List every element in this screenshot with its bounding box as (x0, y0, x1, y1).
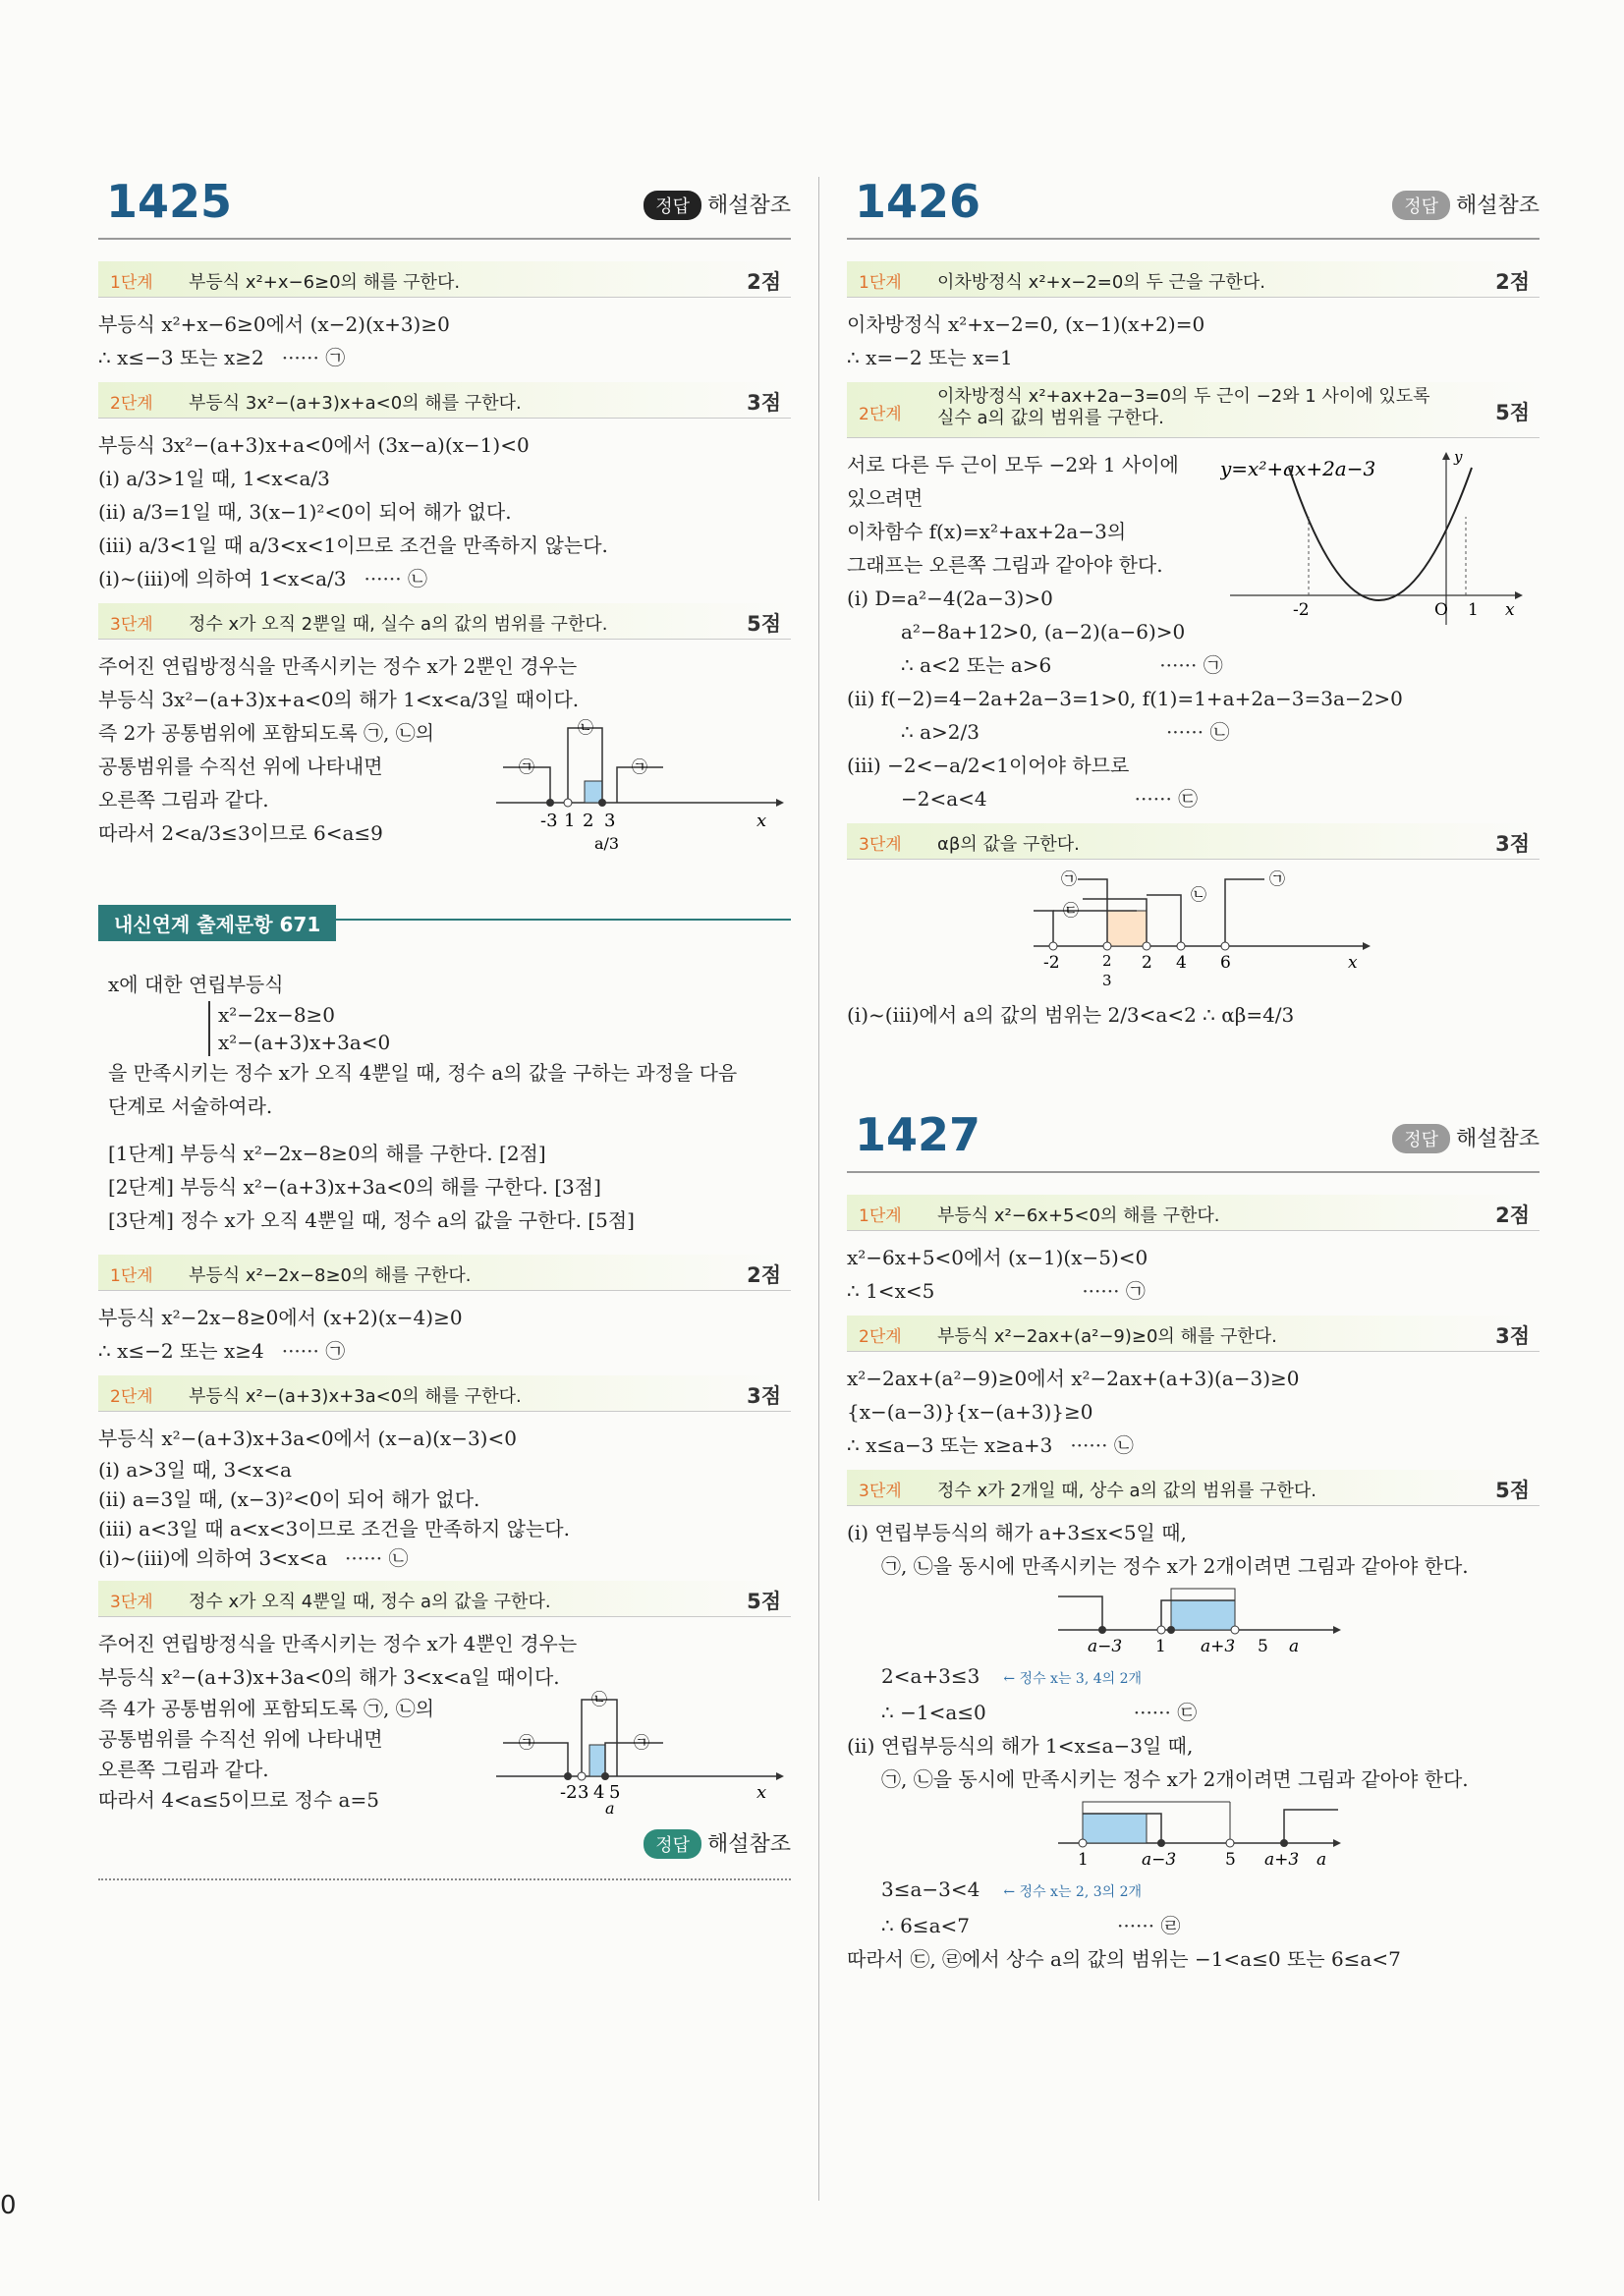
problem-header-1425 (98, 167, 791, 240)
circled-mark: ······ ㉢ (1133, 1701, 1198, 1724)
svg-text:㉠: ㉠ (634, 1733, 650, 1752)
step-header (98, 1375, 791, 1412)
note-arrow: ← 정수 x는 2, 3의 2개 (1003, 1884, 1143, 1900)
step-header (847, 382, 1540, 438)
svg-text:-2: -2 (1293, 600, 1310, 620)
solution-line: ∴ a>2/3 ······ ㉡ (901, 720, 1230, 744)
step-tag: 2단계 (110, 394, 153, 414)
svg-text:a−3: a−3 (1088, 1637, 1123, 1656)
final-answer-line: 따라서 ㉢, ㉣에서 상수 a의 값의 범위는 −1<a≤0 또는 6≤a<7 (847, 1947, 1401, 1971)
solution-line: 공통범위를 수직선 위에 나타내면 (98, 1727, 383, 1751)
step-title: 부등식 x²−(a+3)x+3a<0의 해를 구한다. (189, 1386, 522, 1407)
solution-line: (ⅲ) −2<−a/2<1이어야 하므로 (847, 754, 1130, 777)
solution-line: (ⅱ) a=3일 때, (x−3)²<0이 되어 해가 없다. (98, 1487, 480, 1511)
svg-text:2: 2 (1102, 952, 1112, 970)
problem-text: x에 대한 연립부등식 (108, 973, 284, 996)
number-line-figure (98, 716, 791, 864)
svg-text:㉡: ㉡ (1191, 885, 1207, 904)
svg-text:a: a (1316, 1850, 1327, 1870)
answer-text: 해설참조 (706, 1832, 791, 1857)
svg-text:1: 1 (1468, 600, 1479, 620)
inequality: x²−2x−8≥0 (218, 1003, 336, 1027)
step-points: 5점 (747, 1590, 781, 1613)
solution-line: 즉 4가 공통범위에 포함되도록 ㉠, ㉡의 (98, 1697, 435, 1720)
step-points: 2점 (1495, 1204, 1530, 1227)
svg-text:1: 1 (1155, 1637, 1166, 1656)
linked-body (98, 921, 791, 1237)
svg-text:1: 1 (1078, 1850, 1089, 1870)
step-header (847, 1316, 1540, 1352)
svg-text:3: 3 (1102, 972, 1112, 989)
step-tag: 3단계 (859, 835, 902, 855)
solution-line: 부등식 3x²−(a+3)x+a<0의 해가 1<x<a/3일 때이다. (98, 688, 580, 711)
step-tag: 3단계 (859, 1482, 902, 1501)
linked-tab: 내신연계 출제문항 671 (98, 905, 336, 941)
solution-line: ㉠, ㉡을 동시에 만족시키는 정수 x가 2개이려면 그림과 같아야 한다. (881, 1554, 1469, 1578)
step-title: 정수 x가 2개일 때, 상수 a의 값의 범위를 구한다. (937, 1481, 1316, 1501)
tick-label: a/3 (594, 834, 620, 853)
number-line-svg (1053, 1583, 1348, 1659)
parabola-figure (847, 448, 1540, 620)
solution-line: {x−(a−3)}{x−(a+3)}≥0 (847, 1400, 1093, 1424)
solution-line: (ⅱ) f(−2)=4−2a+2a−3=1>0, f(1)=1+a+2a−3=3a−2>0 (847, 687, 1403, 710)
step-title: 이차방정식 x²+ax+2a−3=0의 두 근이 −2와 1 사이에 있도록 실수 a의 값의 범위를 구한다. (937, 386, 1430, 428)
problem-number: 1426 (855, 175, 981, 228)
solution-line: 부등식 x²−(a+3)x+3a<0에서 (x−a)(x−3)<0 (98, 1427, 517, 1450)
solution-line: 따라서 4<a≤5이므로 정수 a=5 (98, 1788, 379, 1812)
step-points: 3점 (747, 391, 781, 415)
answer-ref (1392, 1122, 1540, 1153)
svg-text:x: x (1348, 953, 1358, 973)
linked-problem (98, 913, 791, 1237)
svg-text:O: O (1434, 600, 1448, 620)
step-tag: 3단계 (110, 615, 153, 635)
svg-text:㉡: ㉡ (591, 1690, 608, 1708)
problem-number: 1427 (855, 1108, 981, 1161)
tick-label: 2 (583, 811, 594, 831)
solution-line: (ⅰ)~(ⅲ)에 의하여 1<x<a/3 ······ ㉡ (98, 567, 427, 590)
circled-mark: ······ ㉣ (1116, 1914, 1181, 1937)
step-tag: 1단계 (859, 273, 902, 293)
answer-badge: 정답 (644, 1829, 701, 1859)
right-column (847, 167, 1540, 1976)
step-points: 3점 (747, 1384, 781, 1408)
svg-text:x: x (756, 1782, 767, 1803)
solution-line: 따라서 2<a/3≤3이므로 6<a≤9 (98, 821, 383, 845)
solution-line: ∴ 6≤a<7 ······ ㉣ (881, 1914, 1181, 1937)
solution-line: (ⅱ) a/3=1일 때, 3(x−1)²<0이 되어 해가 없다. (98, 500, 512, 524)
tick-label: -3 (540, 811, 558, 831)
solution-line: ∴ x=−2 또는 x=1 (847, 346, 1013, 369)
inequality: x²−(a+3)x+3a<0 (218, 1031, 391, 1054)
solution-line: (ⅲ) a<3일 때 a<x<3이므로 조건을 만족하지 않는다. (98, 1517, 570, 1540)
problem-text: 을 만족시키는 정수 x가 오직 4뿐일 때, 정수 a의 값을 구하는 과정을 다음 (108, 1061, 738, 1085)
svg-text:6: 6 (1220, 953, 1231, 973)
step-title: 부등식 x²−2x−8≥0의 해를 구한다. (189, 1265, 472, 1286)
step-title: 부등식 x²−2ax+(a²−9)≥0의 해를 구한다. (937, 1326, 1277, 1347)
step-points: 3점 (1495, 1324, 1530, 1348)
answer-badge: 정답 (1392, 191, 1450, 220)
region-label: ㉠ (632, 757, 648, 776)
svg-text:5: 5 (1258, 1637, 1268, 1656)
graph-label: y=x²+ax+2a−3 (1220, 457, 1376, 480)
svg-text:a: a (1289, 1637, 1300, 1656)
tick-label: 3 (604, 811, 616, 831)
column-divider (818, 177, 819, 2201)
svg-text:㉢: ㉢ (1063, 901, 1080, 920)
solution-line: (ⅰ) a>3일 때, 3<x<a (98, 1458, 292, 1482)
circled-mark: ······ ㉡ (345, 1546, 409, 1570)
region-label: ㉠ (519, 757, 535, 776)
step-header (847, 1470, 1540, 1506)
problem-step: [3단계] 정수 x가 오직 4뿐일 때, 정수 a의 값을 구한다. [5점] (108, 1208, 635, 1232)
solution-line: (ⅰ)~(ⅲ)에 의하여 3<x<a ······ ㉡ (98, 1546, 409, 1570)
circled-mark: ······ ㉢ (1134, 787, 1199, 811)
solution-line: ∴ x≤−2 또는 x≥4 ······ ㉠ (98, 1339, 346, 1363)
solution-line: 부등식 x²+x−6≥0에서 (x−2)(x+3)≥0 (98, 312, 450, 336)
solution-line: ∴ 1<x<5 ······ ㉠ (847, 1279, 1146, 1303)
solution-line: ∴ x≤a−3 또는 x≥a+3 ······ ㉡ (847, 1433, 1134, 1457)
step-header (847, 1195, 1540, 1231)
step-title: 이차방정식 x²+x−2=0의 두 근을 구한다. (937, 272, 1265, 293)
step-points: 5점 (1495, 401, 1530, 424)
number-line-svg (1053, 1796, 1348, 1873)
solution-line: a²−8a+12>0, (a−2)(a−6)>0 (901, 620, 1186, 644)
solution-line: −2<a<4 ······ ㉢ (901, 787, 1199, 811)
circled-mark: ······ ㉠ (1082, 1279, 1146, 1303)
solution-line: (ⅰ) a/3>1일 때, 1<x<a/3 (98, 467, 330, 490)
step-tag: 2단계 (859, 1327, 902, 1347)
solution-line: 오른쪽 그림과 같다. (98, 1758, 269, 1781)
solution-line: 부등식 x²−(a+3)x+3a<0의 해가 3<x<a일 때이다. (98, 1665, 560, 1689)
svg-text:-2: -2 (560, 1782, 578, 1803)
tick-label: 1 (564, 811, 576, 831)
svg-text:㉠: ㉠ (1269, 869, 1286, 888)
solution-line: (ⅰ) D=a²−4(2a−3)>0 (847, 587, 1053, 610)
circled-mark: ······ ㉡ (364, 567, 427, 590)
problem-header-1427 (847, 1100, 1540, 1173)
step-points: 5점 (1495, 1479, 1530, 1502)
svg-text:a+3: a+3 (1201, 1637, 1236, 1656)
dotted-divider (98, 1878, 791, 1880)
solution-line: ∴ −1<a≤0 ······ ㉢ (881, 1701, 1198, 1724)
solution-line: 그래프는 오른쪽 그림과 같아야 한다. (847, 553, 1163, 577)
solution-line: 있으려면 (847, 486, 924, 510)
problem-step: [1단계] 부등식 x²−2x−8≥0의 해를 구한다. [2점] (108, 1142, 546, 1165)
step-header (98, 603, 791, 640)
svg-text:a: a (605, 1799, 615, 1816)
svg-text:a+3: a+3 (1264, 1850, 1300, 1870)
solution-line: 부등식 x²−2x−8≥0에서 (x+2)(x−4)≥0 (98, 1306, 463, 1329)
solution-line: 공통범위를 수직선 위에 나타내면 (98, 755, 383, 778)
solution-line: (ⅱ) 연립부등식의 해가 1<x≤a−3일 때, (847, 1734, 1194, 1758)
step-header (847, 823, 1540, 860)
circled-mark: ······ ㉠ (1159, 653, 1223, 677)
solution-line: ㉠, ㉡을 동시에 만족시키는 정수 x가 2개이려면 그림과 같아야 한다. (881, 1767, 1469, 1791)
step-title: 부등식 3x²−(a+3)x+a<0의 해를 구한다. (189, 393, 522, 414)
svg-text:㉠: ㉠ (1061, 869, 1078, 888)
step-tag: 1단계 (110, 273, 153, 293)
step-title: αβ의 값을 구한다. (937, 834, 1080, 855)
svg-text:a−3: a−3 (1142, 1850, 1177, 1870)
svg-text:5: 5 (1225, 1850, 1236, 1870)
number-line-svg (1024, 869, 1377, 992)
step-points: 2점 (747, 270, 781, 294)
solution-line: 주어진 연립방정식을 만족시키는 정수 x가 4뿐인 경우는 (98, 1632, 578, 1655)
problem-number: 1425 (106, 175, 233, 228)
answer-text: 해설참조 (706, 194, 791, 218)
step-points: 5점 (747, 612, 781, 636)
svg-text:4: 4 (593, 1782, 605, 1803)
answer-badge: 정답 (1392, 1124, 1450, 1153)
svg-text:-2: -2 (1043, 953, 1060, 973)
solution-line: 서로 다른 두 근이 모두 −2와 1 사이에 (847, 453, 1179, 476)
step-title: 정수 x가 오직 4뿐일 때, 정수 a의 값을 구한다. (189, 1592, 551, 1612)
solution-line: 즉 2가 공통범위에 포함되도록 ㉠, ㉡의 (98, 721, 435, 745)
solution-line: 3≤a−3<4 ← 정수 x는 2, 3의 2개 (881, 1877, 1143, 1901)
problem-header-1426 (847, 167, 1540, 240)
number-line-svg (491, 716, 786, 859)
axis-label: x (756, 811, 767, 831)
number-line-figure (98, 1690, 791, 1821)
solution-line: 2<a+3≤3 ← 정수 x는 3, 4의 2개 (881, 1664, 1143, 1688)
solution-line: (ⅰ) 연립부등식의 해가 a+3≤x<5일 때, (847, 1521, 1187, 1544)
answer-ref-bottom (98, 1827, 791, 1859)
solution-line: ∴ x≤−3 또는 x≥2 ······ ㉠ (98, 346, 346, 369)
solution-line: x²−6x+5<0에서 (x−1)(x−5)<0 (847, 1246, 1148, 1269)
left-column (98, 167, 791, 1880)
solution-line: 이차함수 f(x)=x²+ax+2a−3의 (847, 520, 1127, 543)
svg-text:㉠: ㉠ (519, 1733, 535, 1752)
step-header (98, 1255, 791, 1291)
solution-line: ∴ a<2 또는 a>6 ······ ㉠ (901, 653, 1223, 677)
number-line-svg (491, 1688, 786, 1816)
step-header (98, 382, 791, 419)
answer-text: 해설참조 (1455, 1127, 1540, 1151)
step-tag: 2단계 (110, 1387, 153, 1407)
conclusion-line: (ⅰ)~(ⅲ)에서 a의 값의 범위는 2/3<a<2 ∴ αβ=4/3 (847, 1003, 1295, 1027)
answer-ref (1392, 189, 1540, 220)
problem-text: 단계로 서술하여라. (108, 1094, 273, 1118)
parabola-graph (1220, 448, 1535, 644)
circled-mark: ······ ㉡ (1070, 1433, 1134, 1457)
step-points: 3점 (1495, 832, 1530, 856)
step-header (98, 1581, 791, 1617)
circled-mark: ······ ㉠ (281, 1339, 346, 1363)
answer-text: 해설참조 (1455, 194, 1540, 218)
svg-text:4: 4 (1176, 953, 1187, 973)
step-title: 부등식 x²+x−6≥0의 해를 구한다. (189, 272, 461, 293)
circled-mark: ······ ㉠ (281, 346, 346, 369)
region-label: ㉡ (578, 718, 594, 737)
svg-text:x: x (1505, 600, 1515, 620)
step-tag: 2단계 (859, 405, 902, 424)
step-tag: 1단계 (859, 1206, 902, 1226)
step-header (847, 261, 1540, 298)
problem-step: [2단계] 부등식 x²−(a+3)x+3a<0의 해를 구한다. [3점] (108, 1175, 601, 1199)
solution-line: 부등식 3x²−(a+3)x+a<0에서 (3x−a)(x−1)<0 (98, 433, 530, 457)
svg-text:y: y (1454, 448, 1463, 466)
step-points: 2점 (747, 1263, 781, 1287)
circled-mark: ······ ㉡ (1165, 720, 1230, 744)
step-header (98, 261, 791, 298)
svg-text:3: 3 (578, 1782, 589, 1803)
solution-line: (ⅲ) a/3<1일 때 a/3<x<1이므로 조건을 만족하지 않는다. (98, 533, 608, 557)
svg-text:2: 2 (1142, 953, 1152, 973)
answer-ref (644, 189, 791, 220)
solution-line: 오른쪽 그림과 같다. (98, 788, 269, 812)
step-tag: 1단계 (110, 1266, 153, 1286)
step-title: 정수 x가 오직 2뿐일 때, 실수 a의 값의 범위를 구한다. (189, 614, 608, 635)
solution-line: 이차방정식 x²+x−2=0, (x−1)(x+2)=0 (847, 312, 1205, 336)
note-arrow: ← 정수 x는 3, 4의 2개 (1003, 1671, 1143, 1687)
answer-badge: 정답 (644, 191, 701, 220)
solution-line: x²−2ax+(a²−9)≥0에서 x²−2ax+(a+3)(a−3)≥0 (847, 1367, 1300, 1390)
step-points: 2점 (1495, 270, 1530, 294)
system-of-inequalities (208, 1001, 390, 1056)
step-title: 부등식 x²−6x+5<0의 해를 구한다. (937, 1205, 1220, 1226)
page-number: 0 (0, 2191, 17, 2220)
step-tag: 3단계 (110, 1593, 153, 1612)
solution-line: 주어진 연립방정식을 만족시키는 정수 x가 2뿐인 경우는 (98, 654, 578, 678)
svg-text:5: 5 (609, 1782, 621, 1803)
